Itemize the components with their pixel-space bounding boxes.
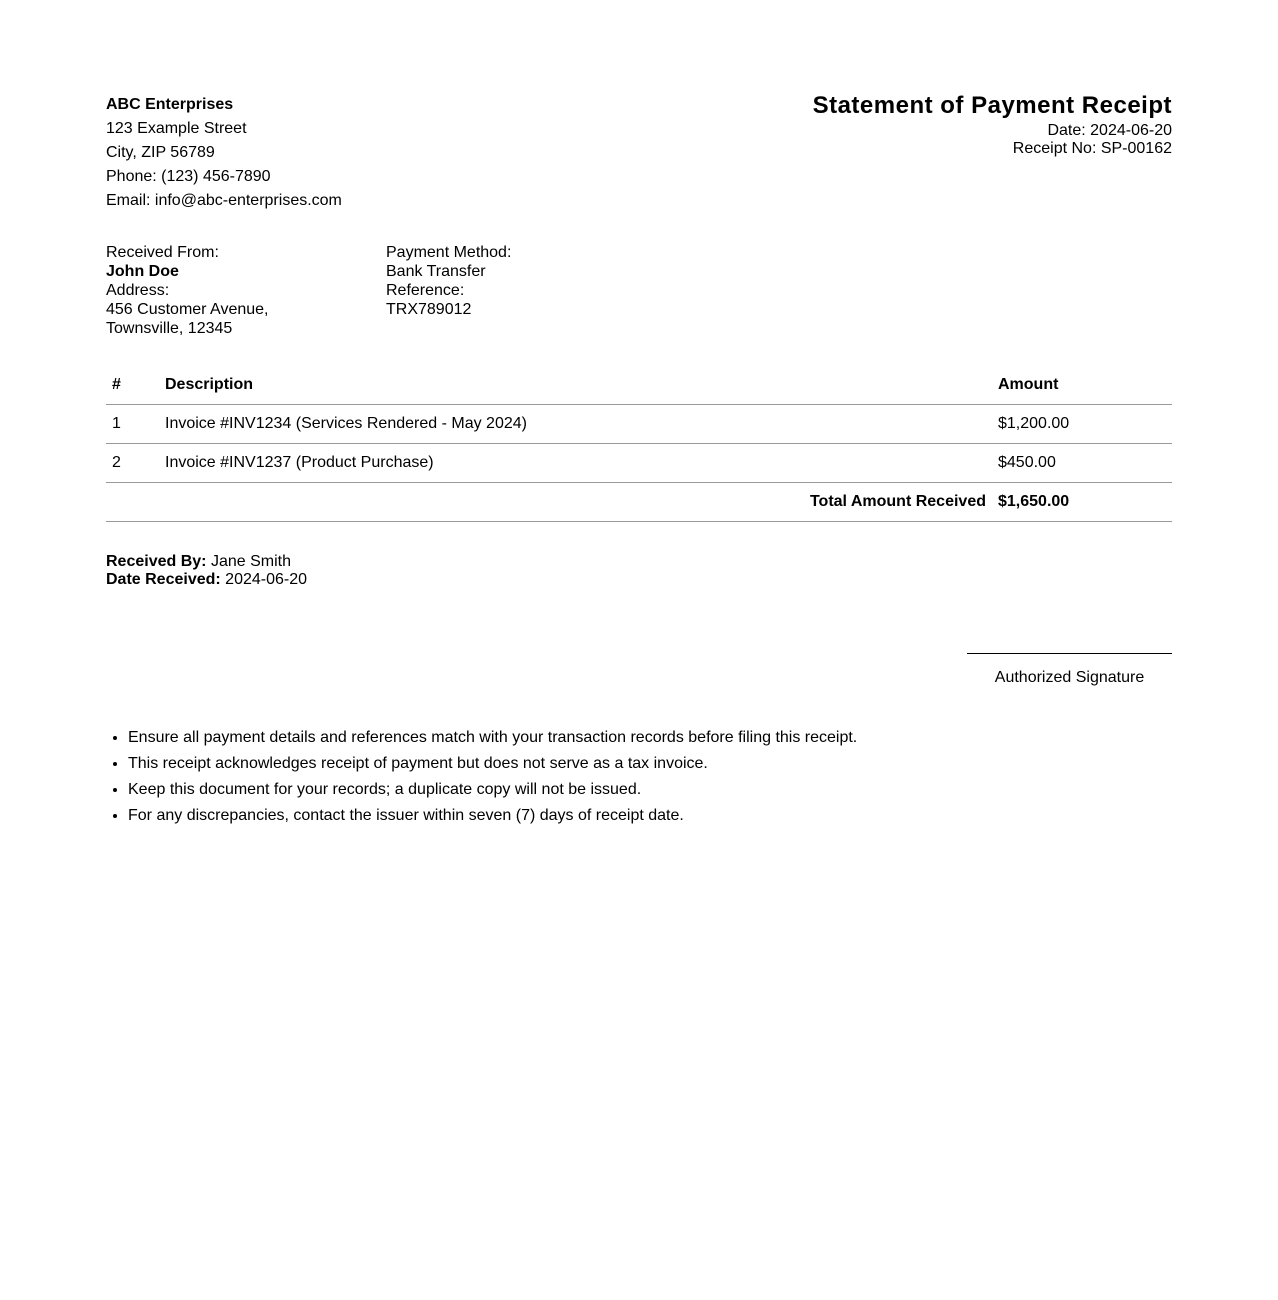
received-info bbox=[106, 553, 307, 589]
company-street: 123 Example Street bbox=[106, 120, 247, 137]
row-description: Invoice #INV1237 (Product Purchase) bbox=[159, 444, 992, 483]
list-item: • Ensure all payment details and references match with your transaction records before filing this receipt. bbox=[128, 725, 1168, 751]
table-row bbox=[106, 444, 1172, 483]
table-row bbox=[106, 405, 1172, 444]
payment-info bbox=[386, 243, 686, 319]
authorized-signature: Authorized Signature bbox=[967, 653, 1172, 687]
header-amount: Amount bbox=[992, 366, 1172, 405]
date-received-value: 2024-06-20 bbox=[225, 571, 308, 588]
received-from-label: Received From: bbox=[106, 244, 219, 261]
row-amount: $1,200.00 bbox=[992, 405, 1172, 444]
address-label: Address: bbox=[106, 282, 170, 299]
payer-info bbox=[106, 243, 366, 338]
company-name: ABC Enterprises bbox=[106, 96, 234, 113]
receipt-title: Statement of Payment Receipt bbox=[812, 92, 1172, 119]
reference-label: Reference: bbox=[386, 282, 465, 299]
received-by-line bbox=[106, 553, 307, 571]
receipt-date: Date: 2024-06-20 bbox=[1047, 122, 1172, 139]
header-num: # bbox=[106, 366, 159, 405]
total-amount: $1,650.00 bbox=[992, 483, 1172, 522]
total-label: Total Amount Received bbox=[106, 483, 992, 522]
payer-name: John Doe bbox=[106, 263, 179, 280]
reference-value: TRX789012 bbox=[386, 301, 472, 318]
header-description: Description bbox=[159, 366, 992, 405]
receipt-header bbox=[813, 90, 1172, 158]
list-item: • For any discrepancies, contact the issuer within seven (7) days of receipt date. bbox=[128, 803, 1168, 829]
table-header-row bbox=[106, 366, 1172, 405]
payment-method-label: Payment Method: bbox=[386, 244, 512, 261]
address-line-2: Townsville, 12345 bbox=[106, 320, 233, 337]
row-num: 2 bbox=[106, 444, 159, 483]
received-by-label: Received By: bbox=[106, 553, 207, 570]
payment-method: Bank Transfer bbox=[386, 263, 486, 280]
company-info bbox=[106, 93, 342, 213]
notes-list bbox=[106, 725, 1168, 829]
total-row bbox=[106, 483, 1172, 522]
items-table bbox=[106, 366, 1172, 522]
list-item: • This receipt acknowledges receipt of payment but does not serve as a tax invoice. bbox=[128, 751, 1168, 777]
row-description: Invoice #INV1234 (Services Rendered - May 2024) bbox=[159, 405, 992, 444]
received-by-name: Jane Smith bbox=[210, 553, 291, 570]
row-amount: $450.00 bbox=[992, 444, 1172, 483]
date-received-line bbox=[106, 571, 307, 589]
list-item: • Keep this document for your records; a duplicate copy will not be issued. bbox=[128, 777, 1168, 803]
company-email: Email: info@abc-enterprises.com bbox=[106, 192, 342, 209]
date-received-label: Date Received: bbox=[106, 571, 221, 588]
company-city: City, ZIP 56789 bbox=[106, 144, 215, 161]
receipt-number: Receipt No: SP-00162 bbox=[1012, 140, 1172, 157]
address-line-1: 456 Customer Avenue, bbox=[106, 301, 269, 318]
company-phone: Phone: (123) 456-7890 bbox=[106, 168, 271, 185]
row-num: 1 bbox=[106, 405, 159, 444]
